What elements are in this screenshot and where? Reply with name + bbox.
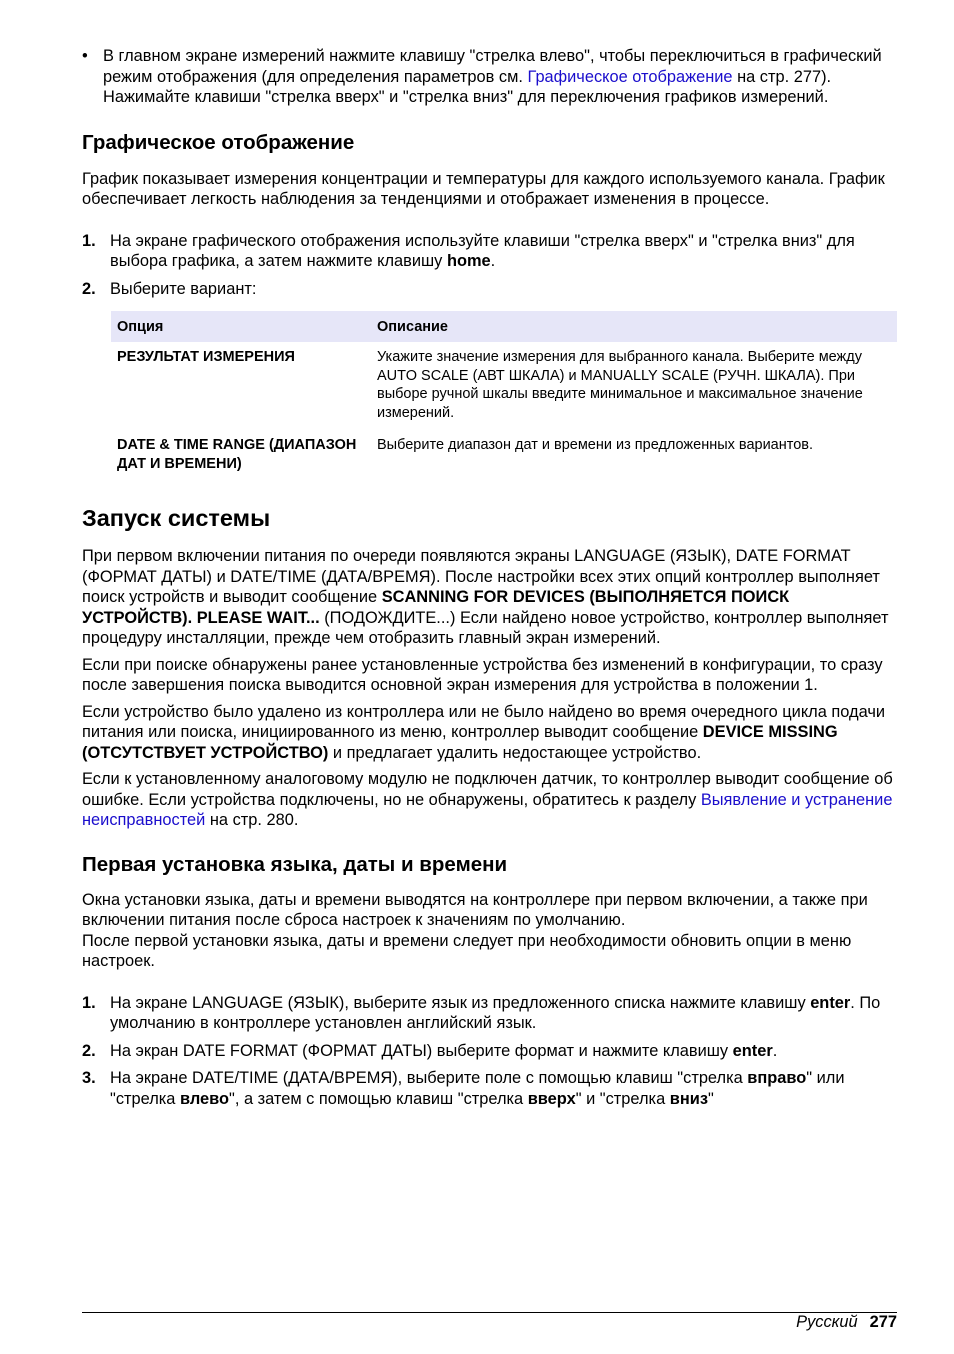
intro-bullet-text: В главном экране измерений нажмите клавишу "стрелка влево", чтобы переключиться в графический режим отображения (для определения параметров см. Графическое отображение на стр. 277). Нажимайте клавиши "стрелка вверх" и "стрелка вниз" для переключения графиков измерений. bbox=[103, 47, 882, 106]
setup-step-2: 2. На экран DATE FORMAT (ФОРМАТ ДАТЫ) выберите формат и нажмите клавишу enter. bbox=[82, 1041, 778, 1060]
page-number: 277 bbox=[869, 1313, 897, 1331]
startup-paragraph-2: Если при поиске обнаружены ранее установленные устройства без изменений в конфигурации, то сразу после завершения поиска выводится основной экран измерения для устройства в положении 1. bbox=[82, 655, 883, 694]
table-cell-description: Укажите значение измерения для выбранного канала. Выберите между AUTO SCALE (АВТ ШКАЛА) и MANUALLY SCALE (РУЧН. ШКАЛА). При выборе ручной шкалы введите минимальное и максимальное значение измерений. bbox=[377, 349, 863, 421]
column-header-description: Описание bbox=[371, 311, 897, 342]
column-header-option: Опция bbox=[111, 311, 371, 342]
link-graphic-display[interactable]: Графическое отображение bbox=[527, 67, 733, 86]
link-troubleshooting[interactable]: Выявление и устранение неисправностей bbox=[82, 790, 893, 829]
table-cell-description: Выберите диапазон дат и времени из предложенных вариантов. bbox=[377, 437, 814, 453]
bullet-marker: • bbox=[82, 47, 88, 65]
table-row bbox=[111, 430, 897, 481]
heading-first-setup: Первая установка языка, даты и времени bbox=[82, 852, 508, 876]
startup-paragraph-1: При первом включении питания по очереди появляются экраны LANGUAGE (ЯЗЫК), DATE FORMAT (ФОРМАТ ДАТЫ) и DATE/TIME (ДАТА/ВРЕМЯ). После настройки всех этих опций контроллер выполняет поиск устройств и выводит сообщение SCANNING FOR DEVICES (ВЫПОЛНЯЕТСЯ ПОИСК УСТРОЙСТВ). PLEASE WAIT... (ПОДОЖДИТЕ...) Если найдено новое устройство, контроллер выполняет процедуру инсталляции, прежде чем отобразить главный экран измерений. bbox=[82, 547, 889, 647]
table-cell-option: РЕЗУЛЬТАТ ИЗМЕРЕНИЯ bbox=[117, 349, 295, 365]
heading-graphic-display: Графическое отображение bbox=[82, 130, 355, 154]
graphic-display-paragraph: График показывает измерения концентрации и температуры для каждого используемого канала. График обеспечивает легкость наблюдения за тенденциями и отображает изменения в процессе. bbox=[82, 169, 885, 208]
setup-paragraph-2: После первой установки языка, даты и времени следует при необходимости обновить опции в меню настроек. bbox=[82, 931, 852, 970]
heading-system-startup: Запуск системы bbox=[82, 505, 271, 531]
table-cell-option: DATE & TIME RANGE (ДИАПАЗОН ДАТ И ВРЕМЕНИ) bbox=[117, 437, 357, 472]
startup-paragraph-3: Если устройство было удалено из контроллера или не было найдено во время очередного цикла подачи питания или поиска, инициированного из меню, контроллер выводит сообщение DEVICE MISSING (ОТСУТСТВУЕТ УСТРОЙСТВО) и предлагает удалить недостающее устройство. bbox=[82, 702, 886, 762]
setup-step-3: 3. На экране DATE/TIME (ДАТА/ВРЕМЯ), выберите поле с помощью клавиш "стрелка вправо" или "стрелка влево", а затем с помощью клавиш "стрелка вверх" и "стрелка вниз" bbox=[82, 1069, 845, 1108]
options-table bbox=[111, 311, 897, 481]
table-row bbox=[111, 342, 897, 430]
setup-paragraph-1: Окна установки языка, даты и времени выводятся на контроллере при первом включении, а также при включении питания после сброса настроек к значениям по умолчанию. bbox=[82, 890, 868, 929]
page-content bbox=[82, 46, 897, 1109]
startup-paragraph-4: Если к установленному аналоговому модулю не подключен датчик, то контроллер выводит сообщение об ошибке. Если устройства подключены, но не обнаружены, обратитесь к разделу Выявление и устранение неисправностей на стр. 280. bbox=[82, 770, 893, 829]
footer-language: Русский bbox=[796, 1313, 858, 1331]
graph-step-2: 2. Выберите вариант: bbox=[82, 279, 257, 298]
footer-divider bbox=[82, 1312, 897, 1313]
page-footer bbox=[796, 1312, 897, 1332]
graph-step-1: 1. На экране графического отображения используйте клавиши "стрелка вверх" и "стрелка вниз" для выбора графика, а затем нажмите клавишу home. bbox=[82, 231, 855, 270]
setup-step-1: 1. На экране LANGUAGE (ЯЗЫК), выберите язык из предложенного списка нажмите клавишу enter. По умолчанию в контроллере установлен английский язык. bbox=[82, 993, 881, 1032]
table-header-row bbox=[111, 311, 897, 342]
intro-bullet bbox=[82, 46, 897, 108]
